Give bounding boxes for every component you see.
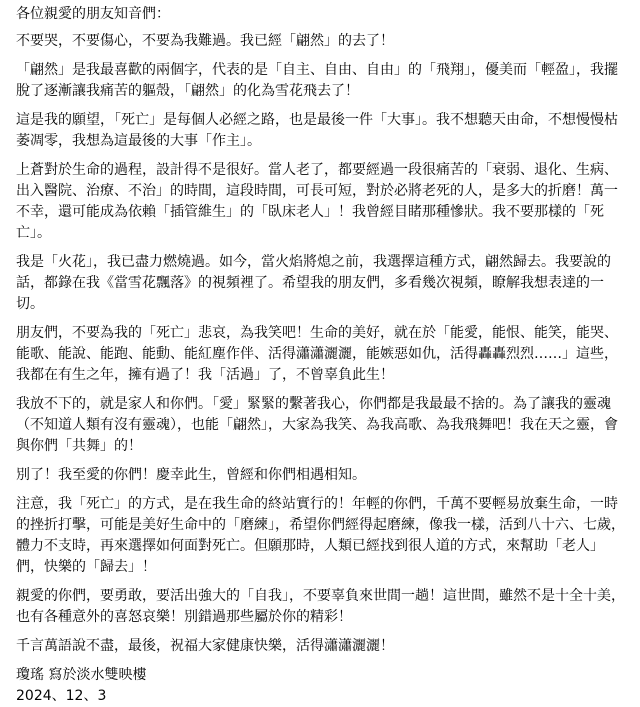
post-paragraph-3: 這是我的願望，「死亡」是每個人必經之路，也是最後一件「大事」。我不想聽天由命，不想慢慢枯萎凋零，我想為這最後的大事「作主」。	[16, 112, 618, 149]
post-paragraph-5: 我是「火花」，我已盡力燃燒過。如今，當火焰將熄之前，我選擇這種方式，翩然歸去。我要說的話，都錄在我《當雪花飄落》的視頻裡了。希望我的朋友們，多看幾次視頻，瞭解我想表達的一切。	[16, 254, 611, 312]
post-paragraph-4: 上蒼對於生命的過程，設計得不是很好。當人老了，都要經過一段很痛苦的「衰弱、退化、生病、出入醫院、治療、不治」的時間，這段時間，可長可短，對於必將老死的人，是多大的折磨！萬一不幸，還可能成為依賴「插管維生」的「臥床老人」！我曾經目睹那種慘狀。我不要那樣的「死亡」。	[16, 162, 618, 241]
post-date: 2024、12、3	[16, 688, 107, 704]
post-paragraph-11: 千言萬語說不盡，最後，祝福大家健康快樂，活得瀟瀟灑灑！	[16, 638, 394, 654]
post-paragraph-7: 我放不下的，就是家人和你們。「愛」緊緊的繫著我心，你們都是我最最不捨的。為了讓我的靈魂（不知道人類有沒有靈魂），也能「翩然」，大家為我笑、為我高歌、為我飛舞吧！我在天之靈，會與你們「共舞」的！	[16, 396, 618, 454]
post-paragraph-9: 注意，我「死亡」的方式，是在我生命的終站實行的！年輕的你們，千萬不要輕易放棄生命，一時的挫折打擊，可能是美好生命中的「磨練」，希望你們經得起磨練，像我一樣，活到八十六、七歲，體力不支時，再來選擇如何面對死亡。但願那時，人類已經找到很人道的方式，來幫助「老人」們，快樂的「歸去」！	[16, 496, 625, 575]
post-paragraph-2: 「翩然」是我最喜歡的兩個字，代表的是「自主、自由、自由」的「飛翔」，優美而「輕盈」，我擺脫了逐漸讓我痛苦的軀殼，「翩然」的化為雪花飛去了！	[16, 62, 618, 99]
post-paragraph-10: 親愛的你們，要勇敢，要活出強大的「自我」，不要辜負來世間一趟！這世間，雖然不是十全十美，也有各種意外的喜怒哀樂！別錯過那些屬於你的精彩！	[16, 588, 625, 625]
post-paragraph-6: 朋友們，不要為我的「死亡」悲哀，為我笑吧！生命的美好，就在於「能愛，能恨、能笑，能哭、能歌、能說、能跑、能動、能紅塵作伴、活得瀟瀟灑灑，能嫉惡如仇，活得轟轟烈烈……」這些，我都在有生之年，擁有過了！我「活過」了，不曾辜負此生！	[16, 325, 618, 383]
post-greeting: 各位親愛的朋友知音們：	[16, 6, 170, 22]
post-paragraph-1: 不要哭，不要傷心，不要為我難過。我已經「翩然」的去了！	[16, 33, 394, 49]
post-paragraph-8: 別了！我至愛的你們！慶幸此生，曾經和你們相遇相知。	[16, 467, 366, 483]
post-signature: 瓊瑤 寫於淡水雙映樓	[16, 667, 147, 683]
